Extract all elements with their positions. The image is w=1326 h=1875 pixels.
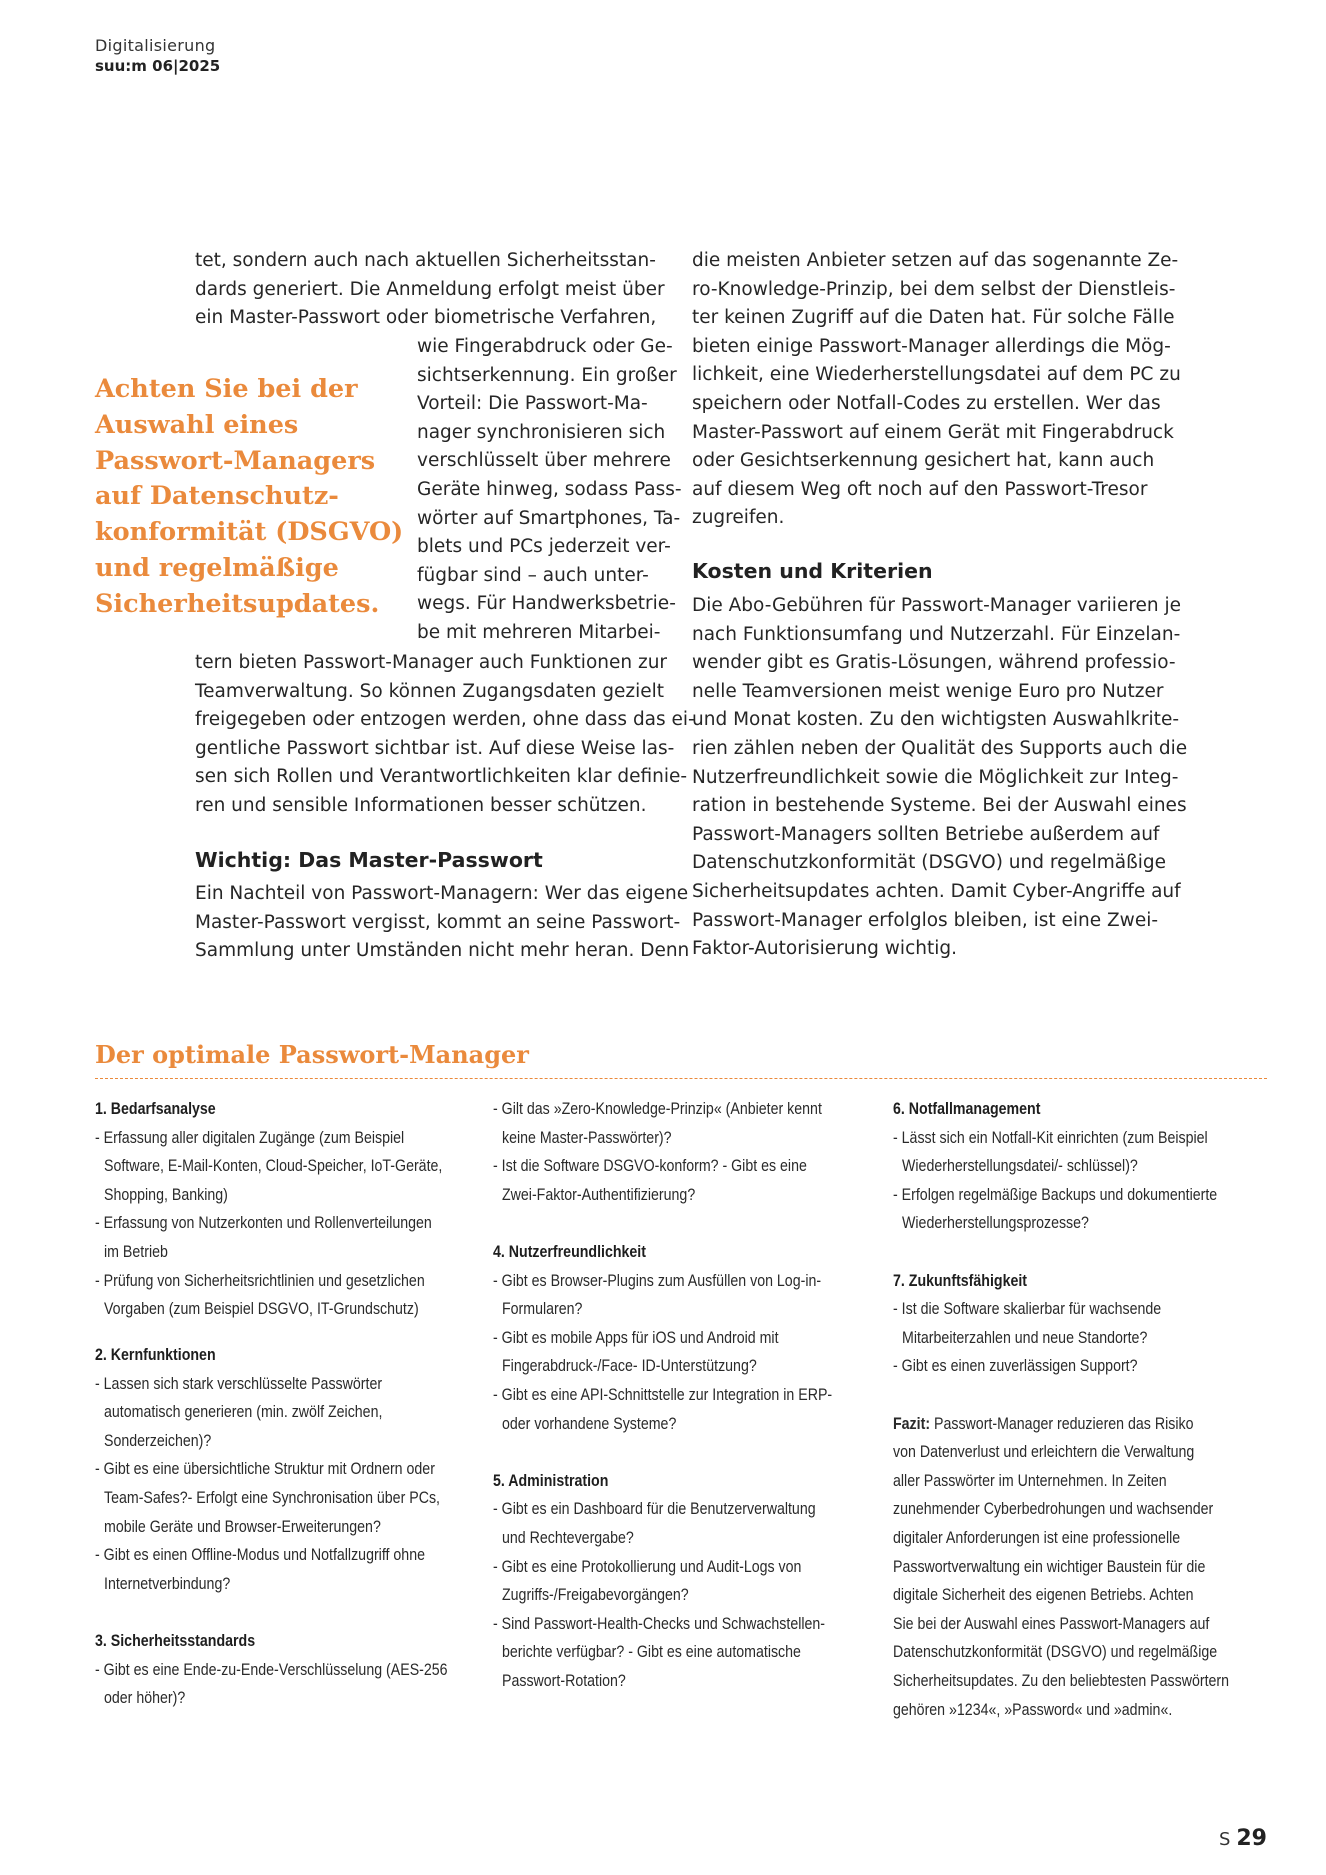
box-line: Vorgaben (zum Beispiel DSGVO, IT-Grundschutz) [104, 1300, 419, 1319]
box-line: - Gibt es mobile Apps für iOS und Android mit [493, 1328, 779, 1347]
body-line: tet, sondern auch nach aktuellen Sicherheitsstan- [195, 250, 656, 271]
issue-label: suu:m 06|2025 [95, 57, 221, 75]
body-line: sen sich Rollen und Verantwortlichkeiten klar definie- [195, 766, 688, 788]
body-line: wender gibt es Gratis-Lösungen, während professio- [692, 652, 1176, 674]
box-section-heading: 1. Bedarfsanalyse [95, 1100, 216, 1118]
pull-quote-line: auf Datenschutz- [95, 481, 339, 512]
body-line: ration in bestehende Systeme. Bei der Auswahl eines [692, 795, 1187, 817]
body-line: oder Gesichtserkennung gesichert hat, kann auch [692, 450, 1155, 472]
body-line: Die Abo-Gebühren für Passwort-Manager variieren je [692, 595, 1182, 616]
body-line: ter keinen Zugriff auf die Daten hat. Für solche Fälle [692, 307, 1175, 329]
box-line: oder höher)? [104, 1689, 186, 1708]
box-section-heading: 5. Administration [493, 1471, 609, 1490]
box-line: - Gibt es Browser-Plugins zum Ausfüllen von Log-in- [493, 1271, 822, 1290]
box-line: - Gilt das »Zero-Knowledge-Prinzip« (Anbieter kennt [493, 1100, 822, 1118]
box-line: Wiederherstellungsprozesse? [902, 1214, 1089, 1233]
body-line: nager synchronisieren sich [417, 421, 666, 443]
body-line: tern bieten Passwort-Manager auch Funktionen zur [195, 652, 668, 673]
box-line: keine Master-Passwörter)? [502, 1128, 672, 1147]
body-line: dards generiert. Die Anmeldung erfolgt meist über [195, 278, 665, 300]
body-line: verschlüsselt über mehrere [417, 450, 671, 472]
body-line: ein Master-Passwort oder biometrische Verfahren, [195, 307, 657, 329]
page-prefix: S [1218, 1829, 1231, 1850]
box-line: - Gibt es eine Ende-zu-Ende-Verschlüsselung (AES-256 [95, 1660, 448, 1679]
pull-quote-line: konformität (DSGVO) [95, 517, 404, 548]
box-line: - Erfassung aller digitalen Zugänge (zum Beispiel [95, 1128, 405, 1147]
box-line: Team-Safes?- Erfolgt eine Synchronisation über PCs, [104, 1488, 441, 1507]
fazit-text: Passwort-Manager reduzieren das Risiko [930, 1414, 1194, 1433]
body-line: Vorteil: Die Passwort-Ma- [417, 393, 648, 415]
box-line: - Prüfung von Sicherheitsrichtlinien und gesetzlichen [95, 1271, 425, 1290]
box-line: - Sind Passwort-Health-Checks und Schwachstellen- [493, 1614, 826, 1633]
page-number [1219, 1826, 1267, 1851]
box-line: - Gibt es einen Offline-Modus und Notfallzugriff ohne [95, 1546, 425, 1565]
body-line: wörter auf Smartphones, Ta- [417, 507, 681, 529]
pull-quote-line: und regelmäßige [95, 553, 339, 583]
box-line: Formularen? [502, 1300, 583, 1319]
body-line: wie Fingerabdruck oder Ge- [417, 336, 673, 357]
box-line: Zugriffs-/Freigabevorgängen? [502, 1586, 689, 1605]
pull-quote-line: Auswahl eines [95, 409, 299, 440]
box-line: Sicherheitsupdates. Zu den beliebtesten Passwörtern [893, 1672, 1230, 1690]
box-section-heading: 4. Nutzerfreundlichkeit [493, 1243, 646, 1261]
fazit-label: Fazit: [893, 1414, 931, 1433]
box-section-heading: 7. Zukunftsfähigkeit [893, 1271, 1028, 1290]
box-section-heading: 2. Kernfunktionen [95, 1345, 216, 1364]
body-line: die meisten Anbieter setzen auf das sogenannte Ze- [692, 250, 1179, 271]
box-line: digitale Sicherheit des eigenen Betriebs. Achten [893, 1586, 1194, 1605]
body-line: blets und PCs jederzeit ver- [417, 536, 671, 558]
body-line: Passwort-Manager erfolglos bleiben, ist eine Zwei- [692, 909, 1159, 931]
box-line: oder vorhandene Systeme? [502, 1414, 677, 1433]
body-line: freigegeben oder entzogen werden, ohne dass das ei- [195, 709, 695, 731]
body-line: sichtserkennung. Ein großer [417, 364, 677, 386]
subheading-master-password: Wichtig: Das Master-Passwort [195, 848, 543, 872]
box-line: Zwei-Faktor-Authentifizierung? [502, 1185, 696, 1204]
running-header [95, 36, 220, 76]
box-line: mobile Geräte und Browser-Erweiterungen? [104, 1517, 381, 1536]
body-line: auf diesem Weg oft noch auf den Passwort-Tresor [692, 478, 1148, 500]
box-line: - Erfolgen regelmäßige Backups und dokumentierte [893, 1185, 1218, 1204]
box-line: - Ist die Software skalierbar für wachsende [893, 1300, 1162, 1319]
box-line: digitaler Anforderungen ist eine professionelle [893, 1529, 1181, 1547]
body-line: Passwort-Managers sollten Betriebe außerdem auf [692, 823, 1160, 845]
body-line: Master-Passwort vergisst, kommt an seine Passwort- [195, 911, 681, 933]
box-line: - Gibt es ein Dashboard für die Benutzerverwaltung [493, 1500, 816, 1519]
box-section-heading: 6. Notfallmanagement [893, 1100, 1041, 1118]
body-line: und Monat kosten. Zu den wichtigsten Auswahlkrite- [692, 709, 1179, 731]
box-title: Der optimale Passwort-Manager [95, 1040, 529, 1069]
body-line: Datenschutzkonformität (DSGVO) und regelmäßige [692, 852, 1166, 874]
body-line: nelle Teamversionen meist wenige Euro pro Nutzer [692, 680, 1164, 702]
box-line: Shopping, Banking) [104, 1185, 228, 1204]
box-line: berichte verfügbar? - Gibt es eine automatische [502, 1643, 801, 1662]
box-line: - Ist die Software DSGVO-konform? - Gibt es eine [493, 1157, 807, 1176]
box-line: Mitarbeiterzahlen und neue Standorte? [902, 1328, 1148, 1347]
box-line: - Gibt es eine übersichtliche Struktur mit Ordnern oder [95, 1460, 435, 1479]
section-name: Digitalisierung [95, 36, 216, 55]
fazit-line [893, 1415, 1193, 1434]
box-line: von Datenverlust und erleichtern die Verwaltung [893, 1443, 1195, 1462]
box-line: - Gibt es eine API-Schnittstelle zur Integration in ERP- [493, 1386, 833, 1404]
page-number-value: 29 [1236, 1826, 1267, 1851]
body-line: lichkeit, eine Wiederherstellungsdatei auf dem PC zu [692, 364, 1181, 386]
box-line: - Gibt es eine Protokollierung und Audit-Logs von [493, 1557, 802, 1576]
box-line: - Lässt sich ein Notfall-Kit einrichten (zum Beispiel [893, 1128, 1208, 1147]
box-line: automatisch generieren (min. zwölf Zeichen, [104, 1403, 383, 1422]
box-line: aller Passwörter im Unternehmen. In Zeiten [893, 1471, 1167, 1490]
box-line: - Gibt es einen zuverlässigen Support? [893, 1357, 1138, 1376]
body-line: nach Funktionsumfang und Nutzerzahl. Für Einzelan- [692, 623, 1181, 645]
box-line: - Lassen sich stark verschlüsselte Passwörter [95, 1374, 383, 1393]
box-section-heading: 3. Sicherheitsstandards [95, 1631, 256, 1650]
body-line: speichern oder Notfall-Codes zu erstellen. Wer das [692, 393, 1161, 414]
box-line: - Erfassung von Nutzerkonten und Rollenverteilungen [95, 1214, 432, 1233]
box-line: Passwort-Rotation? [502, 1672, 626, 1690]
box-line: Sie bei der Auswahl eines Passwort-Managers auf [893, 1614, 1210, 1633]
body-line: Sammlung unter Umständen nicht mehr heran. Denn [195, 940, 690, 962]
body-line: bieten einige Passwort-Manager allerdings die Mög- [692, 335, 1171, 357]
box-line: Datenschutzkonformität (DSGVO) und regelmäßige [893, 1643, 1218, 1662]
box-line: zunehmender Cyberbedrohungen und wachsender [893, 1500, 1214, 1519]
box-line: gehören »1234«, »Password« und »admin«. [893, 1700, 1173, 1719]
body-line: zugreifen. [692, 507, 785, 529]
box-divider [95, 1078, 1267, 1079]
body-line: fügbar sind – auch unter- [417, 564, 649, 586]
box-line: im Betrieb [104, 1243, 168, 1261]
body-line: Nutzerfreundlichkeit sowie die Möglichkeit zur Integ- [692, 766, 1179, 788]
body-line: Geräte hinweg, sodass Pass- [417, 479, 682, 500]
box-line: und Rechtevergabe? [502, 1529, 634, 1547]
body-line: Master-Passwort auf einem Gerät mit Fingerabdruck [692, 421, 1174, 443]
pull-quote-line: Passwort-Managers [95, 445, 376, 476]
box-line: Software, E-Mail-Konten, Cloud-Speicher, IoT-Geräte, [104, 1157, 443, 1176]
body-line: Sicherheitsupdates achten. Damit Cyber-Angriffe auf [692, 881, 1181, 902]
body-line: Ein Nachteil von Passwort-Managern: Wer das eigene [195, 883, 689, 904]
box-line: Wiederherstellungsdatei/- schlüssel)? [902, 1157, 1138, 1176]
box-line: Sonderzeichen)? [104, 1431, 212, 1450]
body-line: gentliche Passwort sichtbar ist. Auf diese Weise las- [195, 737, 675, 759]
body-line: be mit mehreren Mitarbei- [417, 622, 661, 643]
box-line: Fingerabdruck-/Face- ID-Unterstützung? [502, 1357, 757, 1376]
pull-quote-line: Sicherheitsupdates. [95, 588, 380, 619]
subheading-costs: Kosten und Kriterien [692, 559, 933, 583]
body-line: ren und sensible Informationen besser schützen. [195, 795, 647, 816]
pull-quote-line: Achten Sie bei der [95, 374, 358, 404]
body-line: rien zählen neben der Qualität des Supports auch die [692, 738, 1188, 759]
box-line: Internetverbindung? [104, 1574, 231, 1593]
box-line: Passwortverwaltung ein wichtiger Baustein für die [893, 1557, 1206, 1576]
body-line: Teamverwaltung. So können Zugangsdaten gezielt [195, 680, 665, 702]
body-line: Faktor-Autorisierung wichtig. [692, 938, 957, 960]
body-line: wegs. Für Handwerksbetrie- [417, 593, 676, 615]
body-line: ro-Knowledge-Prinzip, bei dem selbst der Dienstleis- [692, 278, 1176, 300]
